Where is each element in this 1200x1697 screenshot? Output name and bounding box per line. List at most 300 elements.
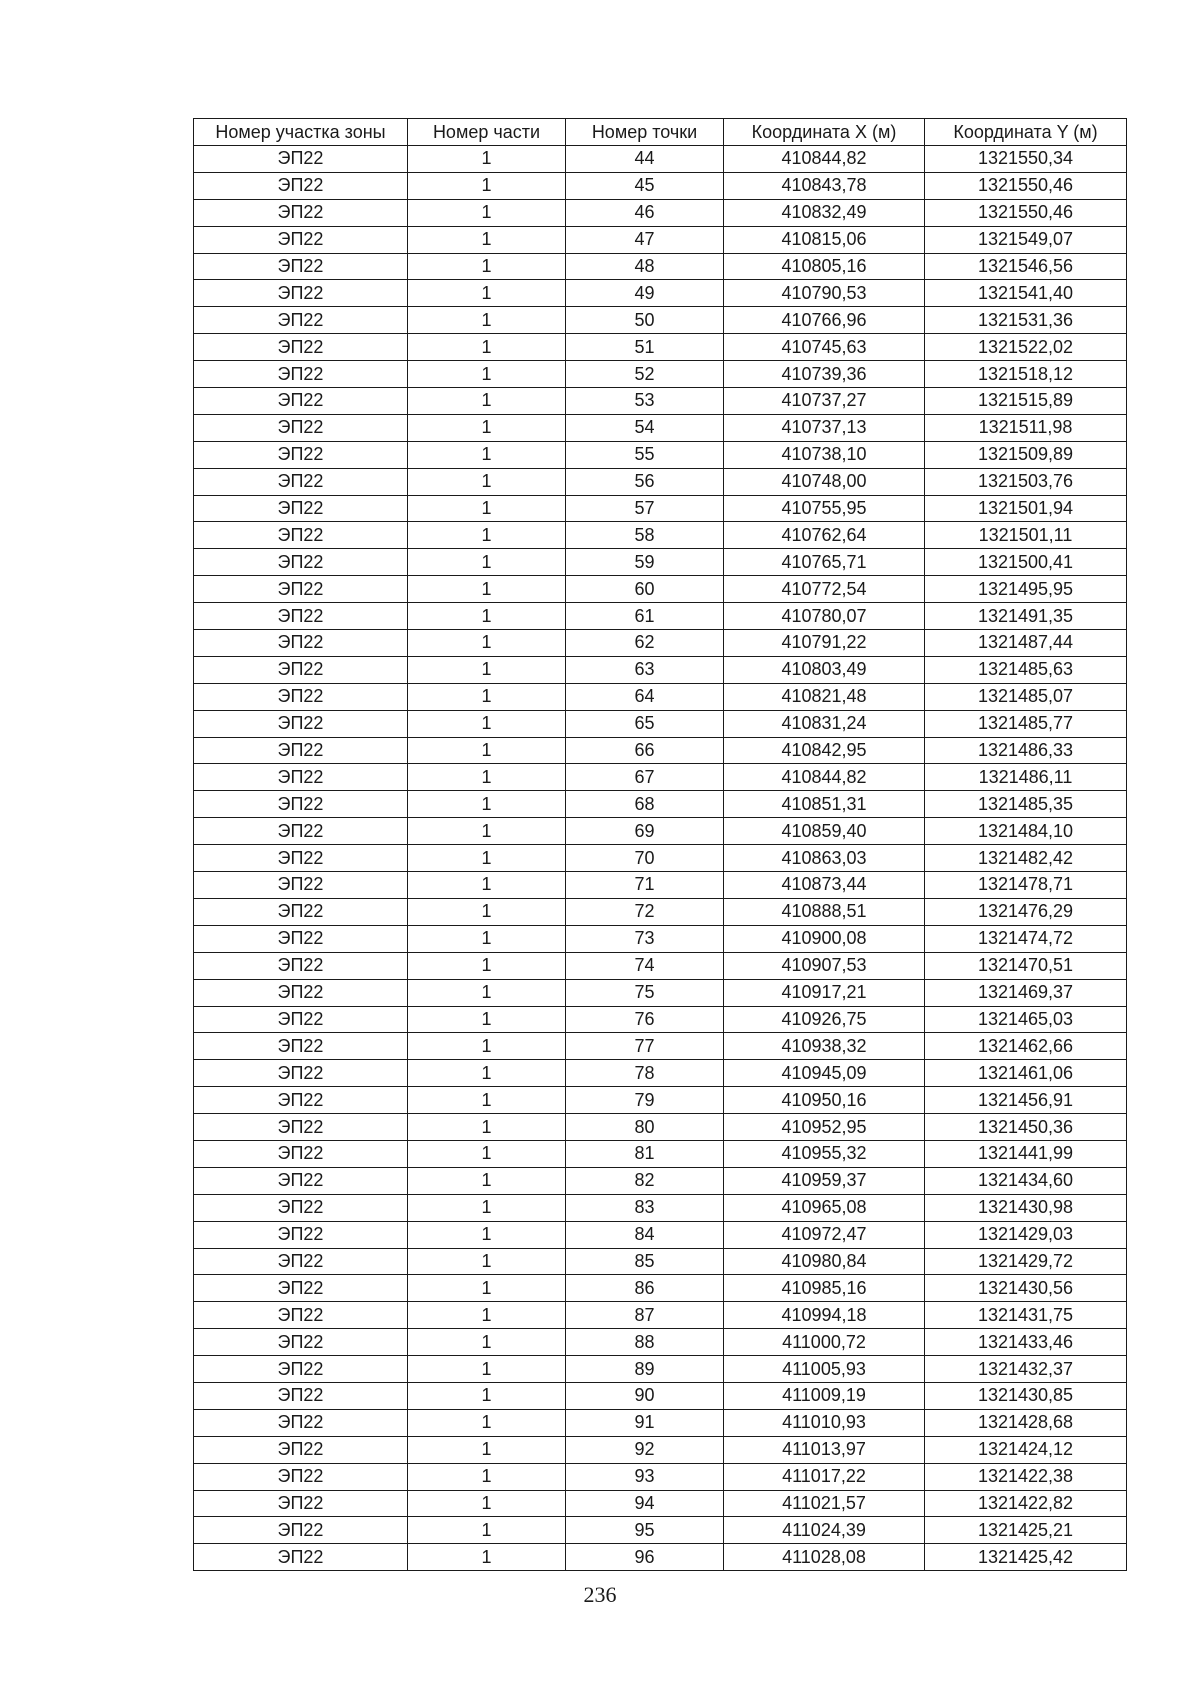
table-row [194,226,1127,253]
table-row [194,898,1127,925]
zone-section-cell: ЭП22 [194,1194,408,1221]
coordinate-x-cell: 410765,71 [724,549,925,576]
zone-section-cell: ЭП22 [194,1356,408,1383]
point-number-cell: 52 [566,361,724,388]
point-number-cell: 67 [566,764,724,791]
table-row [194,1409,1127,1436]
coordinate-y-cell: 1321491,35 [925,603,1127,630]
zone-section-cell: ЭП22 [194,818,408,845]
zone-section-cell: ЭП22 [194,791,408,818]
point-number-cell: 59 [566,549,724,576]
coordinate-x-cell: 410755,95 [724,495,925,522]
zone-section-cell: ЭП22 [194,1140,408,1167]
zone-section-cell: ЭП22 [194,1221,408,1248]
coordinate-x-cell: 411000,72 [724,1329,925,1356]
part-number-cell: 1 [408,1167,566,1194]
coordinate-x-cell: 410831,24 [724,710,925,737]
coordinate-x-cell: 410842,95 [724,737,925,764]
point-number-cell: 54 [566,414,724,441]
zone-section-cell: ЭП22 [194,656,408,683]
part-number-cell: 1 [408,1060,566,1087]
coordinate-x-cell: 410803,49 [724,656,925,683]
zone-section-cell: ЭП22 [194,1329,408,1356]
part-number-cell: 1 [408,764,566,791]
zone-section-cell: ЭП22 [194,334,408,361]
coordinate-x-cell: 410766,96 [724,307,925,334]
part-number-cell: 1 [408,656,566,683]
coordinate-x-cell: 410791,22 [724,630,925,657]
zone-section-cell: ЭП22 [194,1033,408,1060]
coordinate-y-cell: 1321425,21 [925,1517,1127,1544]
coordinate-x-cell: 410739,36 [724,361,925,388]
coordinate-x-cell: 410980,84 [724,1248,925,1275]
part-number-cell: 1 [408,146,566,173]
header-row [194,119,1127,146]
zone-section-cell: ЭП22 [194,226,408,253]
zone-section-cell: ЭП22 [194,1517,408,1544]
coordinate-y-cell: 1321474,72 [925,925,1127,952]
coordinate-y-cell: 1321550,46 [925,199,1127,226]
point-number-cell: 66 [566,737,724,764]
coordinate-y-cell: 1321430,56 [925,1275,1127,1302]
coordinate-x-cell: 410844,82 [724,764,925,791]
part-number-cell: 1 [408,280,566,307]
zone-section-cell: ЭП22 [194,1248,408,1275]
coordinate-x-cell: 411010,93 [724,1409,925,1436]
coordinate-x-cell: 410985,16 [724,1275,925,1302]
part-number-cell: 1 [408,576,566,603]
coordinate-y-cell: 1321550,34 [925,146,1127,173]
zone-section-cell: ЭП22 [194,683,408,710]
zone-section-cell: ЭП22 [194,630,408,657]
coordinate-x-cell: 410738,10 [724,441,925,468]
coordinate-x-cell: 410737,27 [724,388,925,415]
table-row [194,280,1127,307]
part-number-cell: 1 [408,495,566,522]
table-row [194,576,1127,603]
coordinate-y-cell: 1321450,36 [925,1114,1127,1141]
zone-section-cell: ЭП22 [194,925,408,952]
table-row [194,1221,1127,1248]
table-row [194,172,1127,199]
point-number-cell: 86 [566,1275,724,1302]
coordinate-y-cell: 1321469,37 [925,979,1127,1006]
point-number-cell: 77 [566,1033,724,1060]
header-point-number: Номер точки [566,119,724,146]
table-row [194,710,1127,737]
coordinate-x-cell: 410917,21 [724,979,925,1006]
table-row [194,683,1127,710]
coordinate-x-cell: 410955,32 [724,1140,925,1167]
table-row [194,1463,1127,1490]
coordinate-x-cell: 411013,97 [724,1436,925,1463]
part-number-cell: 1 [408,818,566,845]
table-row [194,1329,1127,1356]
coordinate-x-cell: 410945,09 [724,1060,925,1087]
coordinate-y-cell: 1321486,11 [925,764,1127,791]
table-row [194,199,1127,226]
header-zone-section: Номер участка зоны [194,119,408,146]
zone-section-cell: ЭП22 [194,307,408,334]
zone-section-cell: ЭП22 [194,441,408,468]
part-number-cell: 1 [408,199,566,226]
part-number-cell: 1 [408,1356,566,1383]
coordinate-y-cell: 1321465,03 [925,1006,1127,1033]
part-number-cell: 1 [408,1302,566,1329]
coordinate-x-cell: 410926,75 [724,1006,925,1033]
table-row [194,737,1127,764]
zone-section-cell: ЭП22 [194,1060,408,1087]
table-row [194,845,1127,872]
point-number-cell: 70 [566,845,724,872]
table-row [194,656,1127,683]
part-number-cell: 1 [408,603,566,630]
table-row [194,925,1127,952]
part-number-cell: 1 [408,361,566,388]
coordinate-x-cell: 411024,39 [724,1517,925,1544]
part-number-cell: 1 [408,1114,566,1141]
zone-section-cell: ЭП22 [194,1544,408,1571]
part-number-cell: 1 [408,253,566,280]
coordinate-x-cell: 410952,95 [724,1114,925,1141]
table-row [194,468,1127,495]
coordinate-y-cell: 1321476,29 [925,898,1127,925]
zone-section-cell: ЭП22 [194,1006,408,1033]
zone-section-cell: ЭП22 [194,1087,408,1114]
coordinate-y-cell: 1321503,76 [925,468,1127,495]
point-number-cell: 73 [566,925,724,952]
table-row [194,146,1127,173]
coordinate-y-cell: 1321500,41 [925,549,1127,576]
point-number-cell: 63 [566,656,724,683]
zone-section-cell: ЭП22 [194,1490,408,1517]
point-number-cell: 91 [566,1409,724,1436]
coordinate-x-cell: 410780,07 [724,603,925,630]
zone-section-cell: ЭП22 [194,1436,408,1463]
point-number-cell: 56 [566,468,724,495]
part-number-cell: 1 [408,307,566,334]
zone-section-cell: ЭП22 [194,1382,408,1409]
table-row [194,1517,1127,1544]
part-number-cell: 1 [408,1087,566,1114]
coordinate-x-cell: 411009,19 [724,1382,925,1409]
coordinate-y-cell: 1321431,75 [925,1302,1127,1329]
table-body [194,146,1127,1571]
point-number-cell: 57 [566,495,724,522]
point-number-cell: 68 [566,791,724,818]
coordinate-x-cell: 410851,31 [724,791,925,818]
coordinate-y-cell: 1321485,77 [925,710,1127,737]
table-row [194,630,1127,657]
table-row [194,1544,1127,1571]
coordinate-y-cell: 1321461,06 [925,1060,1127,1087]
coordinate-y-cell: 1321422,82 [925,1490,1127,1517]
point-number-cell: 74 [566,952,724,979]
zone-section-cell: ЭП22 [194,361,408,388]
coordinate-x-cell: 410873,44 [724,872,925,899]
part-number-cell: 1 [408,845,566,872]
part-number-cell: 1 [408,172,566,199]
table-row [194,952,1127,979]
zone-section-cell: ЭП22 [194,280,408,307]
point-number-cell: 78 [566,1060,724,1087]
table-row [194,1382,1127,1409]
point-number-cell: 90 [566,1382,724,1409]
point-number-cell: 58 [566,522,724,549]
coordinate-x-cell: 410859,40 [724,818,925,845]
coordinate-x-cell: 411005,93 [724,1356,925,1383]
coordinate-y-cell: 1321430,85 [925,1382,1127,1409]
coordinate-y-cell: 1321428,68 [925,1409,1127,1436]
point-number-cell: 50 [566,307,724,334]
point-number-cell: 62 [566,630,724,657]
table-row [194,361,1127,388]
table-row [194,334,1127,361]
table-row [194,1275,1127,1302]
table-row [194,1302,1127,1329]
part-number-cell: 1 [408,1436,566,1463]
coordinate-x-cell: 410863,03 [724,845,925,872]
coordinate-y-cell: 1321531,36 [925,307,1127,334]
point-number-cell: 51 [566,334,724,361]
part-number-cell: 1 [408,630,566,657]
table-header [194,119,1127,146]
coordinate-y-cell: 1321429,03 [925,1221,1127,1248]
point-number-cell: 93 [566,1463,724,1490]
coordinate-y-cell: 1321549,07 [925,226,1127,253]
zone-section-cell: ЭП22 [194,845,408,872]
zone-section-cell: ЭП22 [194,952,408,979]
coordinate-y-cell: 1321550,46 [925,172,1127,199]
coordinate-y-cell: 1321518,12 [925,361,1127,388]
coordinate-y-cell: 1321432,37 [925,1356,1127,1383]
coordinate-x-cell: 410805,16 [724,253,925,280]
coordinate-y-cell: 1321434,60 [925,1167,1127,1194]
coordinate-x-cell: 411028,08 [724,1544,925,1571]
zone-section-cell: ЭП22 [194,388,408,415]
point-number-cell: 46 [566,199,724,226]
table-row [194,818,1127,845]
table-row [194,1060,1127,1087]
coordinates-table [193,118,1127,1571]
zone-section-cell: ЭП22 [194,172,408,199]
point-number-cell: 76 [566,1006,724,1033]
coordinate-y-cell: 1321541,40 [925,280,1127,307]
part-number-cell: 1 [408,441,566,468]
table-row [194,764,1127,791]
table-row [194,1140,1127,1167]
table-row [194,441,1127,468]
point-number-cell: 94 [566,1490,724,1517]
coordinate-y-cell: 1321433,46 [925,1329,1127,1356]
coordinate-y-cell: 1321430,98 [925,1194,1127,1221]
coordinate-y-cell: 1321522,02 [925,334,1127,361]
part-number-cell: 1 [408,1275,566,1302]
zone-section-cell: ЭП22 [194,737,408,764]
part-number-cell: 1 [408,737,566,764]
point-number-cell: 64 [566,683,724,710]
part-number-cell: 1 [408,334,566,361]
point-number-cell: 49 [566,280,724,307]
coordinate-x-cell: 410972,47 [724,1221,925,1248]
page-number: 236 [583,1582,617,1607]
coordinate-y-cell: 1321485,35 [925,791,1127,818]
point-number-cell: 53 [566,388,724,415]
zone-section-cell: ЭП22 [194,1114,408,1141]
table-row [194,388,1127,415]
coordinate-x-cell: 410900,08 [724,925,925,952]
part-number-cell: 1 [408,1033,566,1060]
part-number-cell: 1 [408,414,566,441]
zone-section-cell: ЭП22 [194,414,408,441]
part-number-cell: 1 [408,1463,566,1490]
coordinate-y-cell: 1321441,99 [925,1140,1127,1167]
part-number-cell: 1 [408,1221,566,1248]
coordinate-y-cell: 1321546,56 [925,253,1127,280]
point-number-cell: 81 [566,1140,724,1167]
coordinate-y-cell: 1321425,42 [925,1544,1127,1571]
coordinate-x-cell: 410950,16 [724,1087,925,1114]
coordinate-y-cell: 1321482,42 [925,845,1127,872]
table-row [194,1356,1127,1383]
zone-section-cell: ЭП22 [194,710,408,737]
table-row [194,603,1127,630]
table-row [194,1006,1127,1033]
coordinate-y-cell: 1321509,89 [925,441,1127,468]
coordinate-y-cell: 1321462,66 [925,1033,1127,1060]
point-number-cell: 79 [566,1087,724,1114]
table-row [194,1087,1127,1114]
zone-section-cell: ЭП22 [194,576,408,603]
coordinate-y-cell: 1321495,95 [925,576,1127,603]
table-row [194,1167,1127,1194]
coordinate-y-cell: 1321501,11 [925,522,1127,549]
table-row [194,549,1127,576]
zone-section-cell: ЭП22 [194,495,408,522]
point-number-cell: 88 [566,1329,724,1356]
table-row [194,1248,1127,1275]
coordinate-x-cell: 410815,06 [724,226,925,253]
coordinate-y-cell: 1321484,10 [925,818,1127,845]
point-number-cell: 85 [566,1248,724,1275]
zone-section-cell: ЭП22 [194,253,408,280]
zone-section-cell: ЭП22 [194,1167,408,1194]
zone-section-cell: ЭП22 [194,764,408,791]
coordinate-y-cell: 1321429,72 [925,1248,1127,1275]
point-number-cell: 72 [566,898,724,925]
point-number-cell: 55 [566,441,724,468]
coordinate-y-cell: 1321486,33 [925,737,1127,764]
part-number-cell: 1 [408,468,566,495]
coordinate-x-cell: 410843,78 [724,172,925,199]
zone-section-cell: ЭП22 [194,1302,408,1329]
header-coordinate-y: Координата Y (м) [925,119,1127,146]
coordinate-x-cell: 410938,32 [724,1033,925,1060]
zone-section-cell: ЭП22 [194,522,408,549]
table-row [194,414,1127,441]
point-number-cell: 96 [566,1544,724,1571]
table-row [194,495,1127,522]
point-number-cell: 95 [566,1517,724,1544]
coordinate-y-cell: 1321424,12 [925,1436,1127,1463]
point-number-cell: 80 [566,1114,724,1141]
coordinate-x-cell: 410745,63 [724,334,925,361]
point-number-cell: 65 [566,710,724,737]
table-row [194,979,1127,1006]
part-number-cell: 1 [408,1006,566,1033]
part-number-cell: 1 [408,979,566,1006]
table-row [194,872,1127,899]
part-number-cell: 1 [408,522,566,549]
zone-section-cell: ЭП22 [194,1409,408,1436]
coordinate-x-cell: 410762,64 [724,522,925,549]
zone-section-cell: ЭП22 [194,1463,408,1490]
part-number-cell: 1 [408,1140,566,1167]
coordinate-x-cell: 410888,51 [724,898,925,925]
table-row [194,1194,1127,1221]
table-row [194,522,1127,549]
part-number-cell: 1 [408,683,566,710]
part-number-cell: 1 [408,872,566,899]
point-number-cell: 92 [566,1436,724,1463]
coordinate-x-cell: 410748,00 [724,468,925,495]
header-coordinate-x: Координата X (м) [724,119,925,146]
header-part-number: Номер части [408,119,566,146]
coordinate-x-cell: 410994,18 [724,1302,925,1329]
part-number-cell: 1 [408,791,566,818]
coordinate-y-cell: 1321501,94 [925,495,1127,522]
part-number-cell: 1 [408,952,566,979]
part-number-cell: 1 [408,1329,566,1356]
table-row [194,791,1127,818]
part-number-cell: 1 [408,1382,566,1409]
coordinate-x-cell: 410907,53 [724,952,925,979]
table-row [194,1033,1127,1060]
point-number-cell: 61 [566,603,724,630]
part-number-cell: 1 [408,549,566,576]
point-number-cell: 69 [566,818,724,845]
coordinate-y-cell: 1321470,51 [925,952,1127,979]
point-number-cell: 83 [566,1194,724,1221]
point-number-cell: 71 [566,872,724,899]
part-number-cell: 1 [408,1409,566,1436]
coordinate-x-cell: 410790,53 [724,280,925,307]
table-row [194,253,1127,280]
zone-section-cell: ЭП22 [194,1275,408,1302]
zone-section-cell: ЭП22 [194,872,408,899]
zone-section-cell: ЭП22 [194,468,408,495]
coordinate-y-cell: 1321515,89 [925,388,1127,415]
part-number-cell: 1 [408,1248,566,1275]
part-number-cell: 1 [408,226,566,253]
part-number-cell: 1 [408,388,566,415]
coordinate-x-cell: 411021,57 [724,1490,925,1517]
zone-section-cell: ЭП22 [194,898,408,925]
coordinate-x-cell: 410844,82 [724,146,925,173]
coordinate-y-cell: 1321511,98 [925,414,1127,441]
coordinate-x-cell: 410772,54 [724,576,925,603]
part-number-cell: 1 [408,1517,566,1544]
part-number-cell: 1 [408,710,566,737]
coordinate-y-cell: 1321485,63 [925,656,1127,683]
coordinate-x-cell: 411017,22 [724,1463,925,1490]
coordinate-x-cell: 410821,48 [724,683,925,710]
coordinate-y-cell: 1321478,71 [925,872,1127,899]
zone-section-cell: ЭП22 [194,979,408,1006]
point-number-cell: 87 [566,1302,724,1329]
point-number-cell: 75 [566,979,724,1006]
point-number-cell: 84 [566,1221,724,1248]
